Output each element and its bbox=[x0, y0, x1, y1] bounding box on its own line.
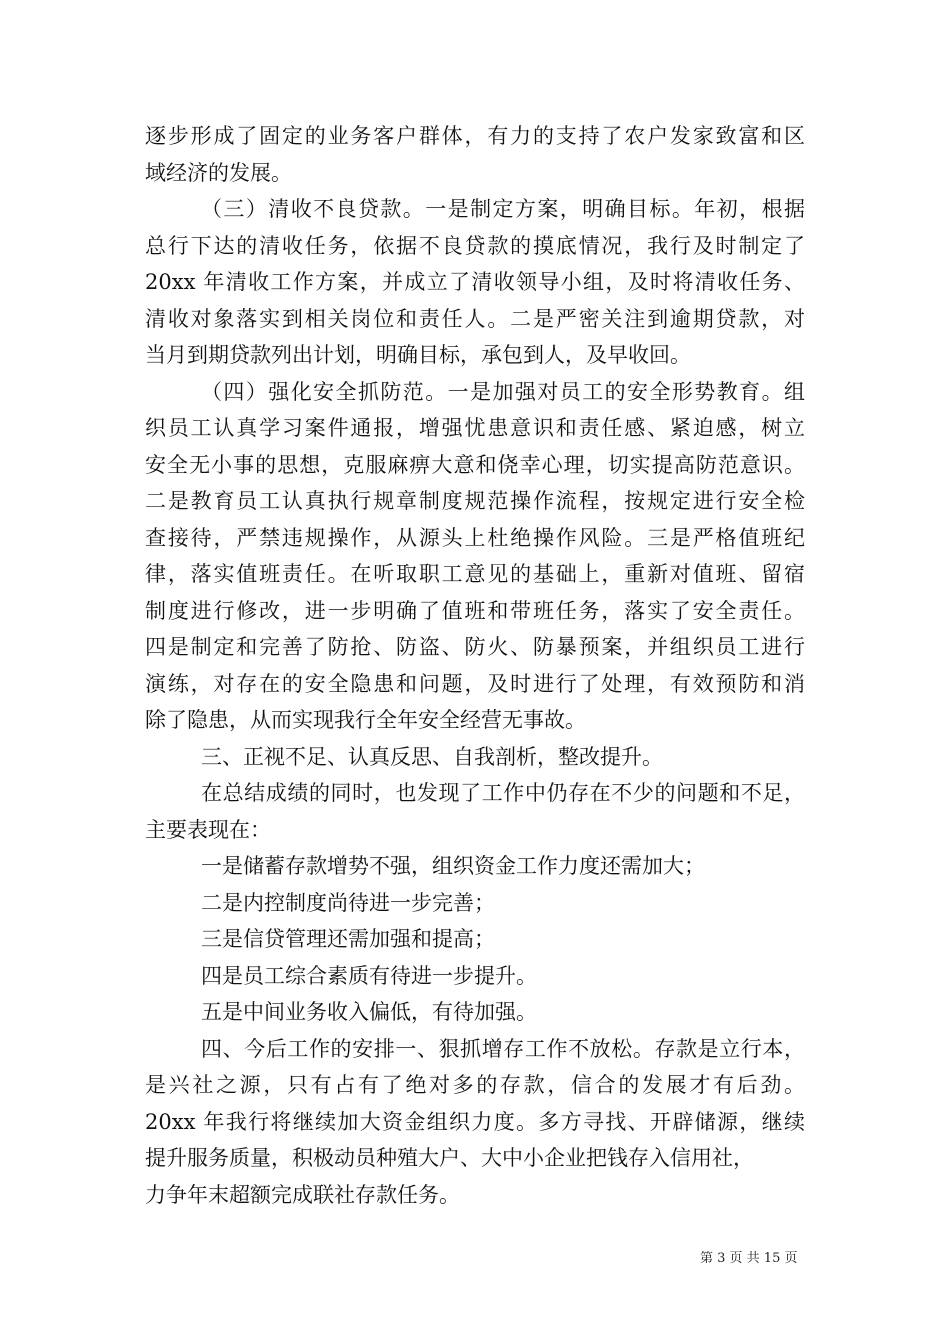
text-line: 三、正视不足、认真反思、自我剖析，整改提升。 bbox=[201, 744, 663, 769]
text-line: 在总结成绩的同时，也发现了工作中仍存在不少的问题和不足， bbox=[201, 781, 805, 805]
text-line: （四）强化安全抓防范。一是加强对员工的安全形势教育。组 bbox=[201, 379, 805, 404]
text-line: 域经济的发展。 bbox=[145, 160, 292, 185]
text-line: 五是中间业务收入偏低，有待加强。 bbox=[201, 1000, 537, 1024]
text-line: 20xx 年我行将继续加大资金组织力度。多方寻找、开辟储源，继续 bbox=[145, 1109, 805, 1134]
text-line: 提升服务质量，积极动员种殖大户、大中小企业把钱存入信用社， bbox=[145, 1146, 754, 1170]
text-line: 三是信贷管理还需加强和提高； bbox=[201, 927, 495, 951]
text-line: 逐步形成了固定的业务客户群体，有力的支持了农户发家致富和区 bbox=[145, 124, 805, 148]
text-line: 二是内控制度尚待进一步完善； bbox=[201, 890, 495, 915]
document-body bbox=[145, 118, 805, 1213]
text-line: 一是储蓄存款增势不强，组织资金工作力度还需加大； bbox=[201, 854, 705, 878]
text-line: 是兴社之源，只有占有了绝对多的存款，信合的发展才有后劲。 bbox=[145, 1073, 805, 1097]
text-line: 当月到期贷款列出计划，明确目标，承包到人，及早收回。 bbox=[145, 343, 691, 367]
text-line: 安全无小事的思想，克服麻痹大意和侥幸心理，切实提高防范意识。 bbox=[145, 452, 805, 477]
text-line: 力争年末超额完成联社存款任务。 bbox=[145, 1182, 460, 1207]
text-line: 总行下达的清收任务，依据不良贷款的摸底情况，我行及时制定了 bbox=[145, 233, 805, 258]
text-line: 制度进行修改，进一步明确了值班和带班任务，落实了安全责任。 bbox=[145, 598, 805, 623]
text-line: 主要表现在： bbox=[145, 817, 271, 842]
text-line: 查接待，严禁违规操作，从源头上杜绝操作风险。三是严格值班纪 bbox=[145, 525, 805, 550]
text-line: 四、今后工作的安排一、狠抓增存工作不放松。存款是立行本， bbox=[201, 1036, 805, 1061]
text-line: 清收对象落实到相关岗位和责任人。二是严密关注到逾期贷款，对 bbox=[145, 306, 805, 331]
text-line: 四是制定和完善了防抢、防盗、防火、防暴预案，并组织员工进行 bbox=[145, 635, 805, 659]
text-line: 20xx 年清收工作方案，并成立了清收领导小组，及时将清收任务、 bbox=[145, 270, 805, 294]
text-line: 除了隐患，从而实现我行全年安全经营无事故。 bbox=[145, 708, 586, 732]
page-number: 第 3 页 共 15 页 bbox=[700, 1251, 798, 1266]
text-line: 二是教育员工认真执行规章制度规范操作流程，按规定进行安全检 bbox=[145, 489, 805, 513]
text-line: 律，落实值班责任。在听取职工意见的基础上，重新对值班、留宿 bbox=[145, 562, 805, 586]
text-line: （三）清收不良贷款。一是制定方案，明确目标。年初，根据 bbox=[201, 197, 805, 221]
text-line: 四是员工综合素质有待进一步提升。 bbox=[201, 963, 537, 988]
text-line: 织员工认真学习案件通报，增强忧患意识和责任感、紧迫感，树立 bbox=[145, 416, 805, 440]
text-line: 演练，对存在的安全隐患和问题，及时进行了处理，有效预防和消 bbox=[145, 671, 805, 696]
